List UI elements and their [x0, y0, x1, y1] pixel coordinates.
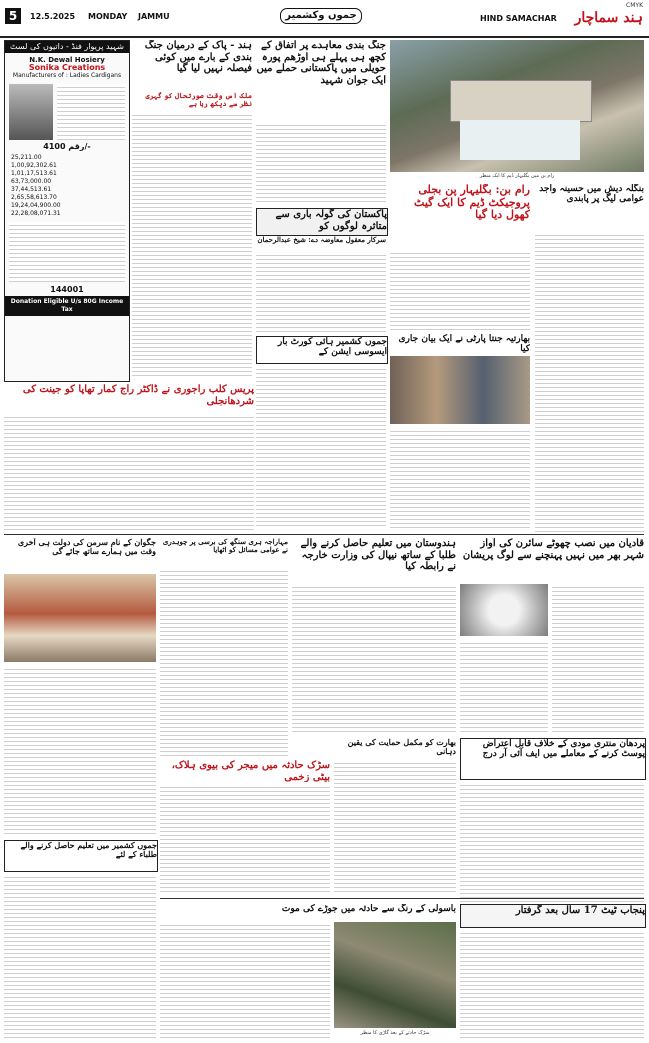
headline-religious: جگوان کے نام سرمن کی دولت ہی آخری وقت میں ہمارے ساتھ جائے گی [17, 538, 156, 557]
caption-accident: سڑک حادثے کے بعد گاڑی کا منظر [360, 1030, 430, 1036]
ad-company-2: Sonika Creations [28, 63, 106, 72]
day: MONDAY [88, 12, 128, 21]
subhead-ceasefire: ملک اس وقت صورتحال کو گہری نظر سے دیکھ رہا ہے [145, 92, 252, 109]
section-title: جموں وکشمیر [280, 8, 362, 24]
headline-bjp: بھارتیہ جنتا پارٹی نے ایک بیان جاری کیا [398, 334, 530, 354]
headline-dam: رام بن: بگلیہار پن بجلی پروجیکٹ ڈیم کا ایک گیٹ کھول دیا گیا [414, 184, 530, 222]
subhead-shelling: سرکار معقول معاوضہ دے: شیخ عبدالرحمان [257, 236, 386, 244]
date: 12.5.2025 [30, 12, 76, 21]
headline-bar-association: جموں کشمیر ہائی کورٹ بار ایسوسی ایشن کے [256, 336, 388, 364]
article-body [132, 112, 252, 377]
headline-road-accident: سڑک حادثہ میں میجر کی بیوی ہلاک، بیٹی زخمی [171, 760, 330, 782]
siren-photo [460, 584, 548, 636]
headline-qadian-siren: قادیان میں نصب چھوٹے سائرن کی آواز شہر بھر میں نہیں پہنچنے سے لوگ پریشان [462, 538, 644, 561]
caption-dam: رام بن میں بگلیہار ڈیم کا ایک منظر [479, 173, 555, 179]
headline-jk-students: جموں کشمیر میں تعلیم حاصل کرنے والے طلباء کے لئے [4, 840, 158, 872]
bjp-photo [390, 356, 530, 424]
ad-account: 144001 [50, 285, 84, 294]
ad-title: شہید پریوار فنڈ - داتیوں کی لسٹ [5, 41, 129, 53]
brand-english: HIND SAMACHAR [480, 14, 557, 23]
ad-lines: Manufacturers of : Ladies Cardigans [12, 72, 122, 79]
cmyk-mark: CMYK [626, 2, 643, 9]
headline-arrest: پنجاب ٹیٹ 17 سال بعد گرفتار [460, 904, 646, 928]
headline-modi-post: پردھان منتری مودی کے خلاف قابل اعتراض پوسٹ کرنے کے معاملے میں ایف آئی آر درج [460, 738, 646, 780]
headline-soldier: جنگ بندی معاہدے پر اتفاق کے کچھ ہی پہلے ہی اوڑھم پورہ حویلی میں پاکستانی حملے میں ایک جوان شہید [256, 40, 386, 86]
headline-press-club: پریس کلب راجوری نے ڈاکٹر راج کمار تھاپا کو جینت کی شردھانجلی [22, 384, 254, 407]
donation-advertisement [4, 40, 130, 382]
ad-figures: 25,211.00 1,00,92,302.61 1,01,17,513.61 63,73,000.00 37,44,513.61 2,65,58,613.70 19,24,04,900.00 22,28,08,071.31 [11, 154, 61, 217]
headline-nepal-students: ہندوستان میں تعلیم حاصل کرنے والے طلبا کے ساتھ نیپال کی وزارت خارجہ نے رابطہ کیا [300, 538, 456, 572]
page-number: 5 [5, 8, 21, 24]
donor-portrait [9, 84, 53, 140]
headline-support: بھارت کو مکمل حمایت کی یقین دہانی [347, 738, 456, 757]
headline-ceasefire: ہند - پاک کے درمیان جنگ بندی کے بارے میں کوئی فیصلہ نہیں لیا گیا [144, 40, 252, 74]
city: JAMMU [138, 12, 170, 21]
gathering-photo [4, 574, 156, 662]
accident-photo [334, 922, 456, 1028]
headline-maharaja: مہاراجہ ہری سنگھ کی برسی پر چوہدری نے عوامی مسائل کو اٹھایا [162, 538, 288, 555]
headline-shelling: پاکستان کی گولہ باری سے متاثرہ لوگوں کو [256, 208, 388, 236]
ad-company: N.K. Dewal Hosiery [29, 56, 105, 64]
headline-basohli: باسولی کے رنگ سے حادثہ میں جوڑے کی موت [281, 904, 456, 914]
ad-amount: رقم 4100/- [43, 142, 91, 151]
masthead: ہند سماچار [574, 10, 643, 26]
dam-photo [390, 40, 644, 172]
donation-note: Donation Eligible U/s 80G Income Tax [5, 296, 129, 316]
headline-bangladesh: بنگلہ دیش میں حسینہ واجد عوامی لیگ پر پابندی [539, 184, 644, 205]
